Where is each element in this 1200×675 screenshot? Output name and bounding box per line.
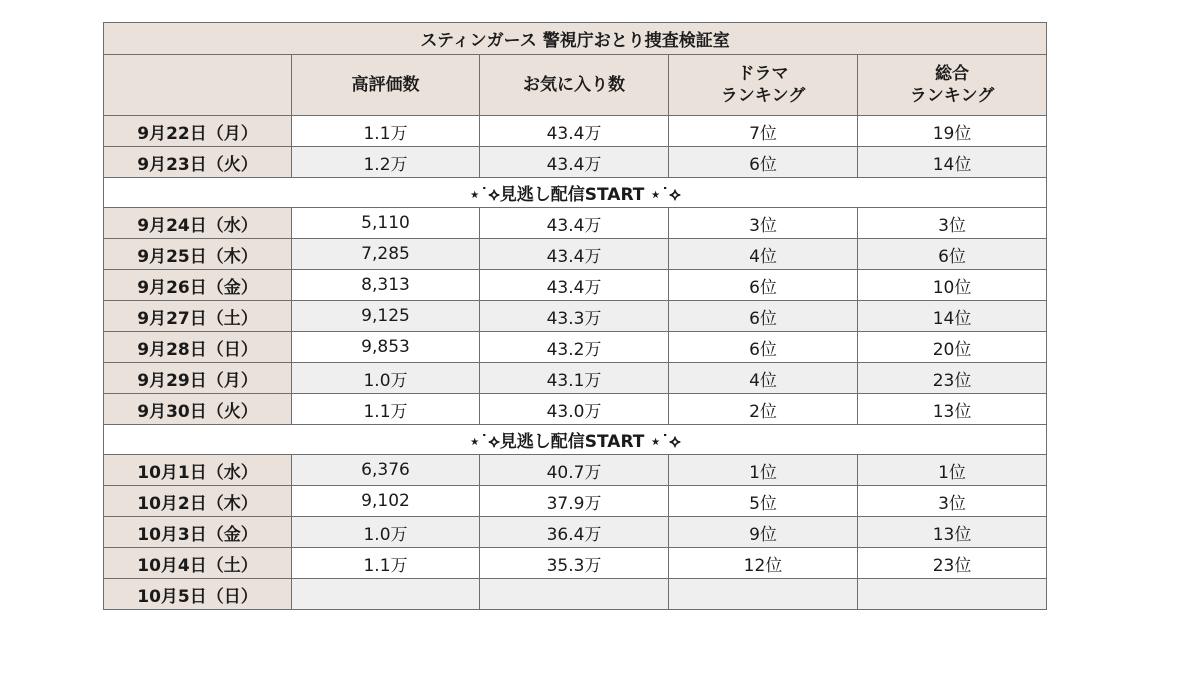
table-row: [104, 517, 1047, 548]
overall-rank-cell: 13位: [858, 517, 1047, 548]
header-line: ドラマ: [737, 63, 789, 84]
favorites-cell: 43.3万: [480, 301, 669, 332]
table-body: [104, 116, 1047, 610]
date-cell: 9月26日（金）: [104, 270, 292, 301]
table-row: [104, 486, 1047, 517]
favorites-cell: 37.9万: [480, 486, 669, 517]
table-row: [104, 116, 1047, 147]
header-row: [104, 55, 1047, 116]
favorites-cell: 43.4万: [480, 208, 669, 239]
favorites-cell: 43.4万: [480, 270, 669, 301]
drama-rank-cell: 6位: [669, 270, 858, 301]
overall-rank-cell: 6位: [858, 239, 1047, 270]
overall-rank-cell: 23位: [858, 363, 1047, 394]
favorites-cell: 43.4万: [480, 147, 669, 178]
date-cell: 9月30日（火）: [104, 394, 292, 425]
favorites-cell: 36.4万: [480, 517, 669, 548]
header-line: 高評価数: [351, 74, 420, 95]
banner-text: ⋆˙⟡見逃し配信START ⋆˙⟡: [104, 178, 1047, 208]
table-title: スティンガース 警視庁おとり捜査検証室: [104, 23, 1047, 55]
overall-rank-cell: 3位: [858, 208, 1047, 239]
date-cell: 10月2日（木）: [104, 486, 292, 517]
drama-rank-cell: 9位: [669, 517, 858, 548]
table-row: [104, 548, 1047, 579]
table-row: [104, 147, 1047, 178]
date-cell: 9月29日（月）: [104, 363, 292, 394]
banner-row: [104, 425, 1047, 455]
overall-rank-cell: 23位: [858, 548, 1047, 579]
drama-rank-cell: 1位: [669, 455, 858, 486]
drama-rank-cell: 6位: [669, 301, 858, 332]
likes-cell: 9,853: [292, 332, 480, 363]
header-line: ランキング: [909, 86, 995, 106]
drama-rank-cell: 4位: [669, 239, 858, 270]
banner-text: ⋆˙⟡見逃し配信START ⋆˙⟡: [104, 425, 1047, 455]
table-row: [104, 270, 1047, 301]
likes-cell: 1.0万: [292, 363, 480, 394]
overall-rank-cell: 10位: [858, 270, 1047, 301]
date-cell: 10月5日（日）: [104, 579, 292, 610]
date-cell: 10月1日（水）: [104, 455, 292, 486]
likes-cell: [292, 579, 480, 610]
drama-rank-cell: 6位: [669, 147, 858, 178]
drama-rank-cell: 12位: [669, 548, 858, 579]
overall-rank-cell: 14位: [858, 301, 1047, 332]
table-row: [104, 239, 1047, 270]
favorites-cell: 43.0万: [480, 394, 669, 425]
overall-rank-cell: 19位: [858, 116, 1047, 147]
drama-rank-cell: 3位: [669, 208, 858, 239]
table-row: [104, 363, 1047, 394]
overall-rank-cell: 14位: [858, 147, 1047, 178]
likes-cell: 1.1万: [292, 548, 480, 579]
favorites-cell: 43.1万: [480, 363, 669, 394]
date-cell: 9月23日（火）: [104, 147, 292, 178]
ranking-table: [103, 22, 1047, 610]
overall-rank-cell: 1位: [858, 455, 1047, 486]
table-row: [104, 455, 1047, 486]
likes-cell: 1.0万: [292, 517, 480, 548]
date-cell: 9月27日（土）: [104, 301, 292, 332]
overall-rank-cell: [858, 579, 1047, 610]
likes-cell: 8,313: [292, 270, 480, 301]
overall-rank-cell: 3位: [858, 486, 1047, 517]
likes-cell: 9,102: [292, 486, 480, 517]
drama-rank-cell: 2位: [669, 394, 858, 425]
table-row: [104, 332, 1047, 363]
likes-cell: 1.2万: [292, 147, 480, 178]
date-cell: 9月22日（月）: [104, 116, 292, 147]
header-line: お気に入り数: [523, 74, 625, 95]
banner-row: [104, 178, 1047, 208]
date-cell: 9月24日（水）: [104, 208, 292, 239]
overall-rank-cell: 13位: [858, 394, 1047, 425]
drama-rank-cell: 4位: [669, 363, 858, 394]
header-date: [104, 55, 292, 116]
likes-cell: 1.1万: [292, 116, 480, 147]
header-favorites: [480, 55, 669, 116]
favorites-cell: 43.2万: [480, 332, 669, 363]
date-cell: 10月3日（金）: [104, 517, 292, 548]
drama-rank-cell: [669, 579, 858, 610]
favorites-cell: 43.4万: [480, 116, 669, 147]
table-row: [104, 301, 1047, 332]
date-cell: 9月28日（日）: [104, 332, 292, 363]
favorites-cell: 43.4万: [480, 239, 669, 270]
overall-rank-cell: 20位: [858, 332, 1047, 363]
favorites-cell: 40.7万: [480, 455, 669, 486]
likes-cell: 9,125: [292, 301, 480, 332]
drama-rank-cell: 7位: [669, 116, 858, 147]
favorites-cell: 35.3万: [480, 548, 669, 579]
header-likes: [292, 55, 480, 116]
likes-cell: 1.1万: [292, 394, 480, 425]
date-cell: 9月25日（木）: [104, 239, 292, 270]
likes-cell: 5,110: [292, 208, 480, 239]
header-line: ランキング: [720, 86, 806, 106]
drama-rank-cell: 6位: [669, 332, 858, 363]
table-row: [104, 208, 1047, 239]
drama-rank-cell: 5位: [669, 486, 858, 517]
date-cell: 10月4日（土）: [104, 548, 292, 579]
likes-cell: 7,285: [292, 239, 480, 270]
table-row: [104, 579, 1047, 610]
header-drama-ranking: [669, 55, 858, 116]
title-row: [104, 23, 1047, 55]
header-line: 総合: [935, 63, 970, 84]
table-row: [104, 394, 1047, 425]
favorites-cell: [480, 579, 669, 610]
likes-cell: 6,376: [292, 455, 480, 486]
header-overall-ranking: [858, 55, 1047, 116]
